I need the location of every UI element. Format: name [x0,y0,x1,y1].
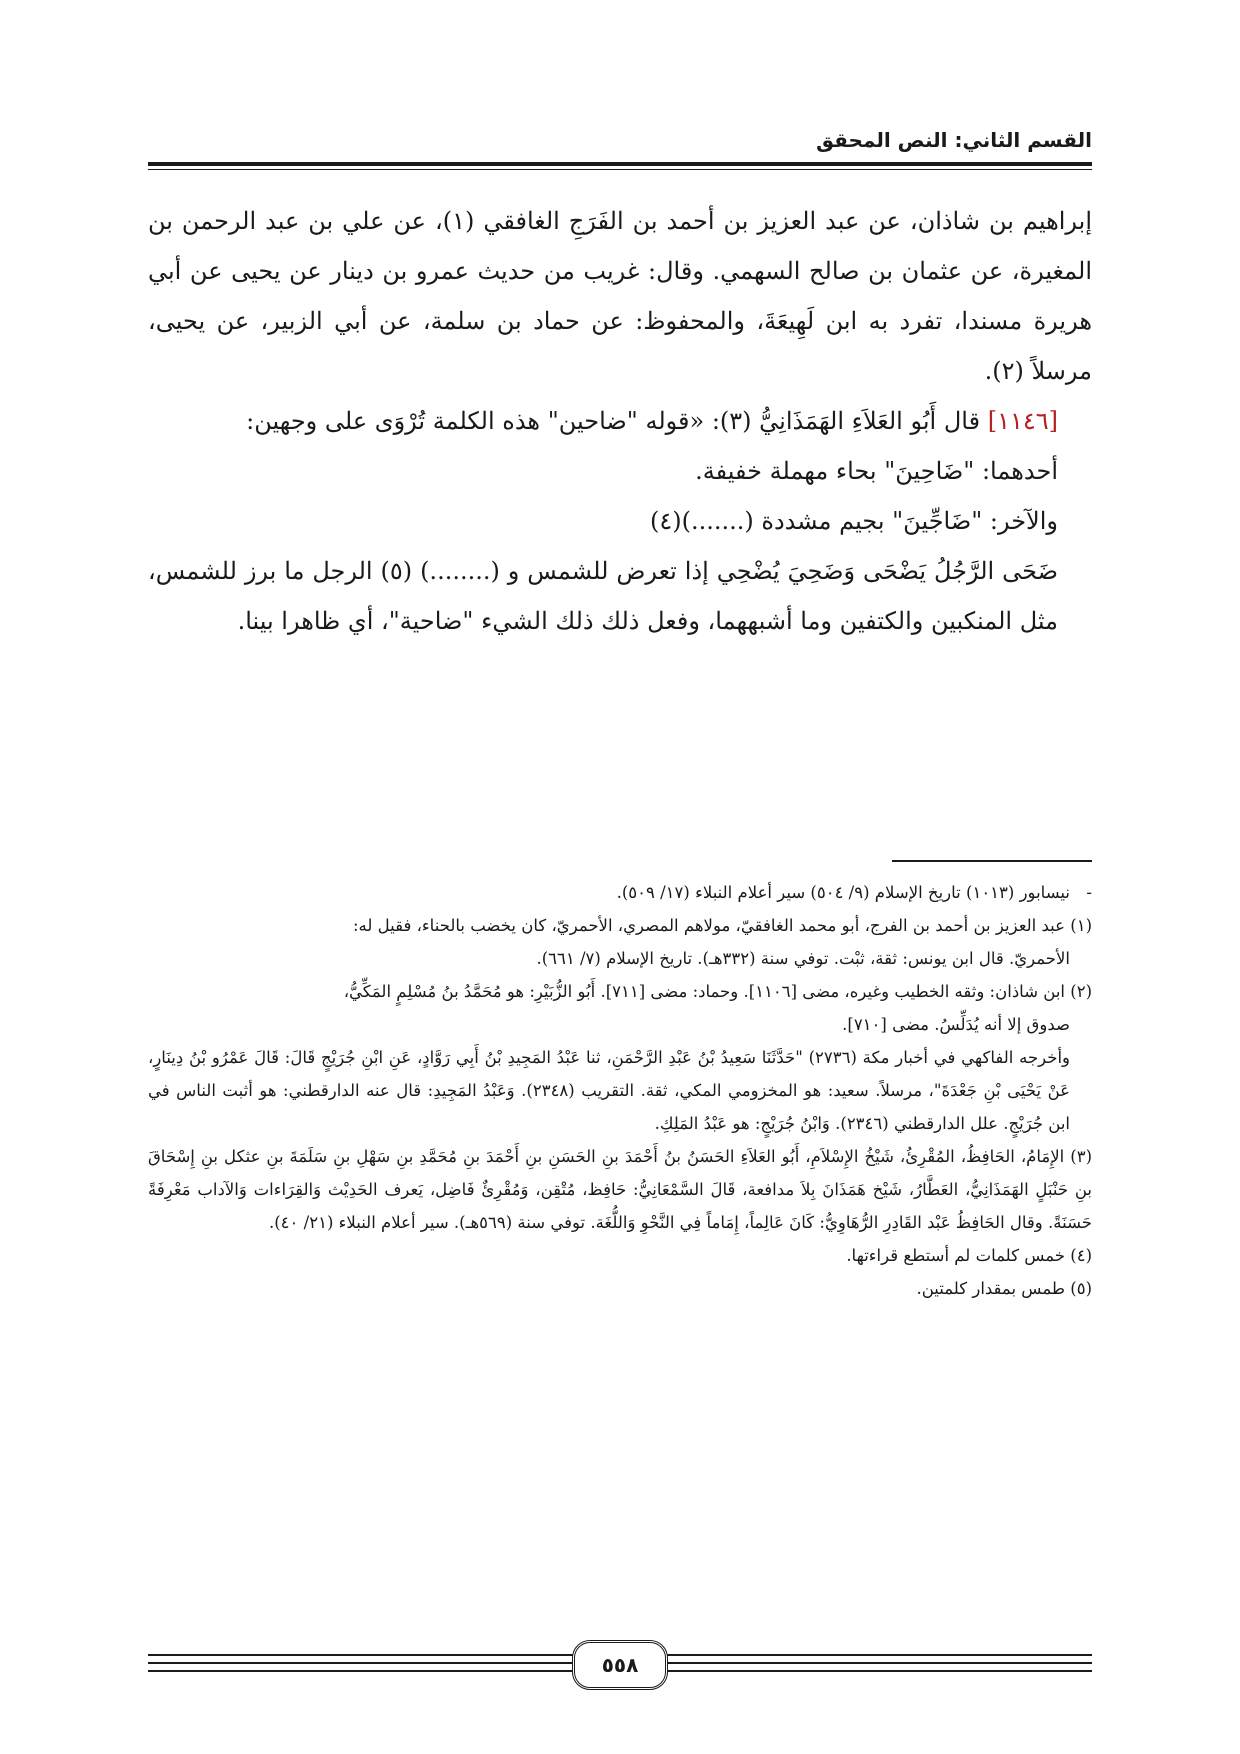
page-footer [148,1634,1092,1694]
footnote-2: (٢) ابن شاذان: وثقه الخطيب وغيره، مضى [١١٠٦]. وحماد: مضى [٧١١]. أَبُو الزُّبَيْرِ: هو مُحَمَّدُ بنُ مُسْلِمٍ المَكِّيُّ، [343,982,1092,1001]
footnotes [148,876,1092,1305]
paragraph-hadith-1146 [148,396,1092,446]
page-number: ٥٥٨ [572,1640,668,1690]
dash-marker: - [1086,883,1092,902]
footnote-carryover: -نيسابور (١٠١٣) تاريخ الإسلام (٩/ ٥٠٤) سير أعلام النبلاء (١٧/ ٥٠٩). [148,876,1092,909]
footnote-2-takhrij: وأخرجه الفاكهي في أخبار مكة (٢٧٣٦) "حَدَّثَنَا سَعِيدُ بْنُ عَبْدِ الرَّحْمَنِ، ثنا عَبْدُ المَجِيدِ بْنُ أَبِي رَوَّادٍ، عَنِ ابْنِ جُرَيْجٍ قَالَ: قَالَ عَمْرُو بْنُ دِينَارٍ، عَنْ يَحْيَى بْنِ جَعْدَةَ"، مرسلاً. سعيد: هو المخزومي المكي، ثقة. التقريب (٢٣٤٨). وَعَبْدُ المَجِيدِ: قال عنه الدارقطني: هو أثبت الناس في ابن جُرَيْجٍ. علل الدارقطني (٢٣٤٦). وَابْنُ جُرَيْجٍ: هو عَبْدُ المَلِكِ. [148,1048,1071,1133]
header-rule-thin [148,169,1092,170]
footnote-3: (٣) الإِمَامُ، الحَافِظُ، المُقْرِئُ، شَيْخُ الإِسْلاَمِ، أَبُو العَلاَءِ الحَسَنُ بنُ أَحْمَدَ بنِ الحَسَنِ بنِ أَحْمَدَ بنِ مُحَمَّدِ بنِ سَهْلِ بنِ سَلَمَةَ بنِ عثكل بنِ إِسْحَاقَ بنِ حَنْبَلٍ الهَمَذَانِيُّ، العَطَّارُ، شَيْخ هَمَذَانَ بِلاَ مدافعة، قَالَ السَّمْعَانِيُّ: حَافِظ، مُتْقِن، وَمُقْرِئٌ فَاضِل، يَعرف الحَدِيْث وَالقِرَاءات وَالآداب مَعْرِفَةً حَسَنَةً. وقال الحَافِظُ عَبْد القَادِرِ الرُّهَاوِيُّ: كَانَ عَالِماً، إِمَاماً فِي النَّحْوِ وَاللُّغَة. توفي سنة (٥٦٩هـ). سير أعلام النبلاء (٢١/ ٤٠). [148,1147,1092,1232]
footnote-1: (١) عبد العزيز بن أحمد بن الفرج، أبو محمد الغافقيّ، مولاهم المصري، الأحمريّ، كان يخضب بالحناء، فقيل له: [352,916,1092,935]
footnote-separator [892,860,1092,862]
running-header [148,128,1092,170]
footnote-5: (٥) طمس بمقدار كلمتين. [916,1279,1092,1298]
line-second-reading: والآخر: "ضَاجِّينَ" بجيم مشددة (.......)(٤) [649,507,1058,535]
hadith-text: قال أَبُو العَلاَءِ الهَمَذَانِيُّ (٣): «قوله "ضاحين" هذه الكلمة تُرْوَى على وجهين: [246,407,988,435]
main-text [148,196,1092,646]
footnote-1-cont: الأحمريّ. قال ابن يونس: ثقة، ثبْت. توفي سنة (٣٣٢هـ). تاريخ الإسلام (٧/ ٦٦١). [536,949,1070,968]
hadith-number: [١١٤٦] [987,407,1058,435]
header-rule-thick [148,162,1092,166]
line-first-reading: أحدهما: "ضَاحِينَ" بحاء مهملة خفيفة. [695,457,1058,485]
section-title: القسم الثاني: النص المحقق [816,128,1092,152]
paragraph-explanation: ضَحَى الرَّجُلُ يَضْحَى وَضَحِيَ يُضْحِي إذا تعرض للشمس و (........) (٥) الرجل ما برز للشمس، مثل المنكبين والكتفين وما أشبههما، وفعل ذلك ذلك الشيء "ضاحية"، أي ظاهرا بينا. [148,557,1059,635]
paragraph-isnad: إبراهيم بن شاذان، عن عبد العزيز بن أحمد بن الفَرَجِ الغافقي (١)، عن علي بن عبد الرحمن بن المغيرة، عن عثمان بن صالح السهمي. وقال: غريب من حديث عمرو بن دينار عن يحيى عن أبي هريرة مسندا، تفرد به ابن لَهِيعَةَ، والمحفوظ: عن حماد بن سلمة، عن أبي الزبير، عن يحيى، مرسلاً (٢). [148,207,1092,385]
footnote-4: (٤) خمس كلمات لم أستطع قراءتها. [846,1246,1092,1265]
footnote-2-cont: صدوق إلا أنه يُدَلِّسُ. مضى [٧١٠]. [842,1015,1070,1034]
